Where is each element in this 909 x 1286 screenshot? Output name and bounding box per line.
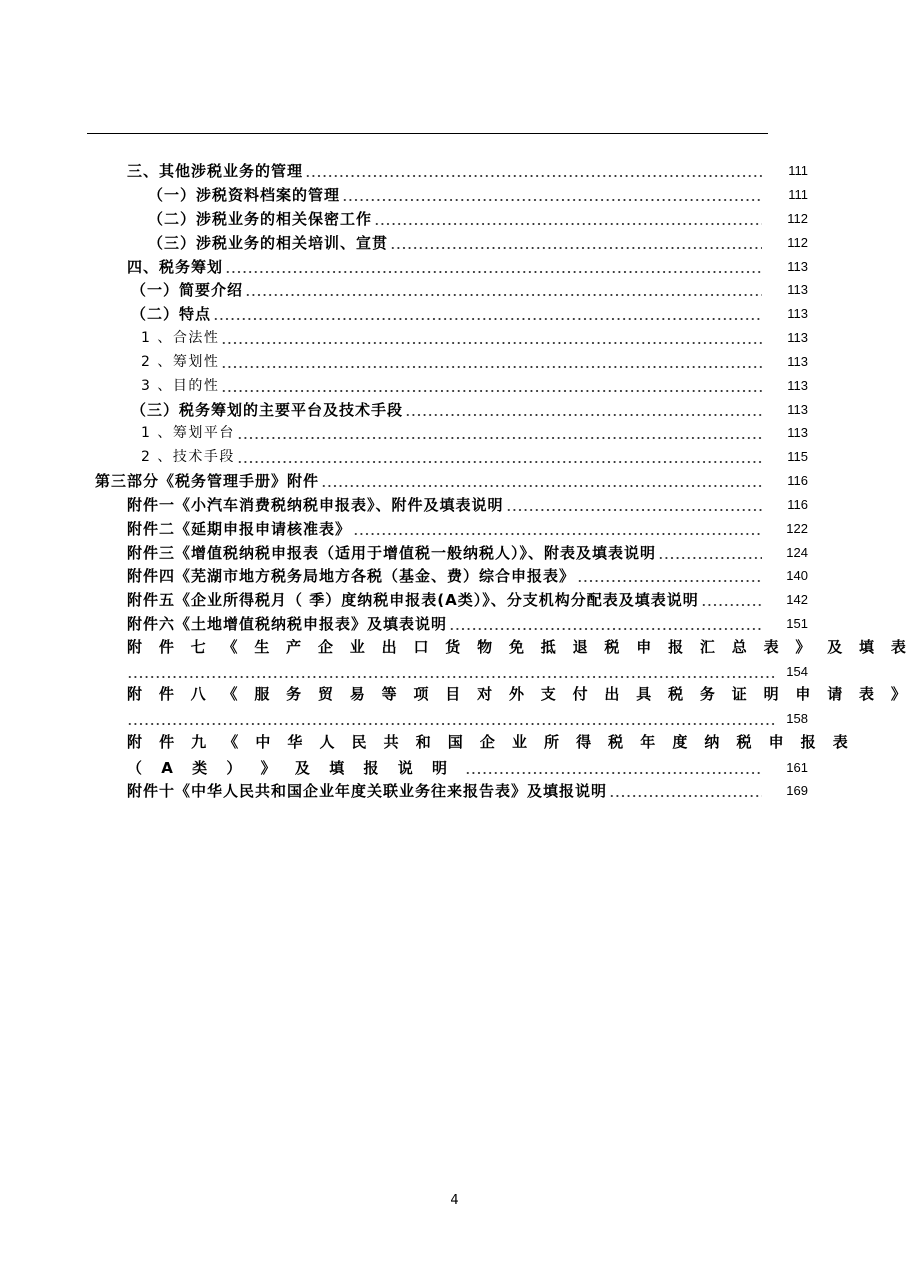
toc-entry-title: （二）特点 [131,305,212,323]
spread-char: 》 [795,638,811,656]
spread-char: 具 [636,685,652,703]
spread-char: 报 [363,759,379,777]
toc-page-number: 113 [787,259,808,274]
spread-char: 《 [223,733,239,751]
toc-entry [127,590,808,610]
spread-char: 物 [477,638,493,656]
dot-leader [701,590,762,610]
dot-leader [237,447,762,467]
toc-entry-title: 附件六《土地增值税纳税申报表》及填表说明 [127,615,448,633]
toc-page-number: 140 [786,568,808,583]
toc-entry [141,352,808,372]
toc-entry-title: （三）涉税业务的相关培训、宣贯 [148,234,389,252]
toc-entry-title: 四、税务筹划 [127,258,224,276]
toc-entry-title: 3 、目的性 [141,378,220,394]
spread-char: 年 [640,733,656,751]
spread-char: 填 [859,638,875,656]
toc-entry-title: 附件四《芜湖市地方税务局地方各税（基金、费）综合申报表》 [127,567,576,585]
spread-char: 汇 [699,638,715,656]
toc-entry [141,328,808,348]
spread-char: 退 [572,638,588,656]
spread-char: 九 [191,733,207,751]
toc-entry [127,495,808,515]
toc-page-number: 122 [786,521,808,536]
spread-char: 务 [699,685,715,703]
spread-char: 共 [383,733,399,751]
spread-char: 业 [511,733,527,751]
spread-char: 抵 [540,638,556,656]
toc-page-number: 112 [787,211,808,226]
toc-page-number: 113 [787,354,808,369]
toc-page-number: 113 [787,306,808,321]
spread-char: 免 [508,638,524,656]
toc-entry-title: （二）涉税业务的相关保密工作 [148,210,373,228]
spread-char: 生 [254,638,270,656]
toc-page-number: 113 [787,425,808,440]
spread-char: A [161,759,173,777]
spread-char: 度 [672,733,688,751]
spread-char: 出 [381,638,397,656]
toc-entry-title: 附件十《中华人民共和国企业年度关联业务往来报告表》及填报说明 [127,782,608,800]
spread-char: 等 [381,685,397,703]
dot-leader [245,280,762,300]
toc-entry [141,423,808,443]
toc-entry-line [127,662,808,682]
toc-entry [127,781,808,801]
toc-entry-line [127,758,808,778]
toc-entry [141,376,808,396]
toc-entry [95,471,808,491]
dot-leader [221,352,762,372]
spread-char: 外 [508,685,524,703]
toc-page-number: 111 [788,163,808,178]
dot-leader [390,233,762,253]
spread-char: 表 [763,638,779,656]
spread-char: 税 [608,733,624,751]
spread-char: 税 [604,638,620,656]
toc-page-number: 161 [786,760,808,775]
toc-entry-title: 1 、筹划平台 [141,425,235,441]
spread-char: 申 [636,638,652,656]
spread-char: 《 [222,685,238,703]
spread-char: 说 [397,759,413,777]
dot-leader [305,161,762,181]
dot-leader [449,614,762,634]
spread-char: （ [127,759,143,777]
toc-entry-title-continued [127,758,447,778]
dot-leader [405,400,762,420]
spread-char: 表 [859,685,875,703]
toc-entry-title: 附件五《企业所得税月（ 季）度纳税申报表(A类）》、分支机构分配表及填表说明 [127,591,699,609]
toc-page-number: 158 [786,711,808,726]
toc-entry [131,304,808,324]
dot-leader [127,709,776,729]
spread-char: 民 [351,733,367,751]
toc-entry [141,447,808,467]
spread-char: 件 [158,685,174,703]
spread-char: 所 [544,733,560,751]
spread-char: 中 [255,733,271,751]
dot-leader [237,423,762,443]
spread-char: 华 [287,733,303,751]
toc-entry [148,233,808,253]
toc-entry [127,257,808,277]
spread-char: 货 [445,638,461,656]
spread-char: 国 [447,733,463,751]
toc-entry [131,400,808,420]
dot-leader [374,209,762,229]
toc-entry-title [127,637,906,657]
toc-page-number: 113 [787,378,808,393]
toc-page-number: 113 [787,402,808,417]
dot-leader [342,185,762,205]
spread-char: 八 [190,685,206,703]
spread-char: 报 [800,733,816,751]
toc-entry [127,519,808,539]
spread-char: 和 [415,733,431,751]
spread-char: ） [226,759,242,777]
spread-char: 件 [159,733,175,751]
spread-char: 税 [736,733,752,751]
dot-leader [321,471,762,491]
spread-char: 明 [431,759,447,777]
toc-entry-title: 2 、筹划性 [141,354,220,370]
spread-char: 件 [158,638,174,656]
toc-entry-line [127,709,808,729]
toc-entry [148,185,808,205]
toc-entry [131,280,808,300]
spread-char: 七 [190,638,206,656]
header-rule [87,133,768,134]
dot-leader [658,543,762,563]
spread-char: 产 [286,638,302,656]
spread-char: 口 [413,638,429,656]
spread-char: 请 [827,685,843,703]
toc-page-number: 112 [787,235,808,250]
spread-char: 业 [349,638,365,656]
spread-char: 贸 [317,685,333,703]
toc-entry-title: 附件一《小汽车消费税纳税申报表》、附件及填表说明 [127,496,504,514]
toc-page-number: 154 [786,664,808,679]
spread-char: 税 [668,685,684,703]
toc-entry-title: 附件二《延期申报申请核准表》 [127,520,352,538]
spread-char: 《 [222,638,238,656]
dot-leader [221,376,762,396]
toc-page-number: 113 [787,282,808,297]
spread-char: 纳 [704,733,720,751]
toc-entry-title: （一）简要介绍 [131,281,244,299]
spread-char: 人 [319,733,335,751]
spread-char: 项 [413,685,429,703]
spread-char: 表 [832,733,848,751]
toc-page-number: 142 [786,592,808,607]
toc-entry-title: 三、其他涉税业务的管理 [127,162,304,180]
spread-char: 总 [731,638,747,656]
spread-char: 及 [294,759,310,777]
spread-char: 易 [349,685,365,703]
toc-entry [127,614,808,634]
spread-char: 类 [192,759,208,777]
toc-entry-title: 2 、技术手段 [141,449,235,465]
spread-char: 得 [576,733,592,751]
spread-char: 目 [445,685,461,703]
toc-entry-title: 附件三《增值税纳税申报表（适用于增值税一般纳税人）》、附表及填表说明 [127,544,657,562]
spread-char: 服 [254,685,270,703]
spread-char: 附 [127,638,143,656]
toc-entry-title: （三）税务筹划的主要平台及技术手段 [131,401,404,419]
spread-char: 务 [286,685,302,703]
spread-char: 附 [127,733,143,751]
dot-leader [506,495,762,515]
toc-entry-title: 第三部分《税务管理手册》附件 [95,472,320,490]
toc-page-number: 113 [787,330,808,345]
spread-char: 填 [329,759,345,777]
toc-entry-title: 1 、合法性 [141,330,220,346]
dot-leader [221,328,762,348]
toc-page-number: 116 [787,473,808,488]
toc-page-number: 115 [787,449,808,464]
toc-entry-line [127,732,848,752]
spread-char: 报 [668,638,684,656]
spread-char: 企 [317,638,333,656]
toc-entry-title [127,732,848,752]
toc-entry [127,161,808,181]
spread-char: 明 [763,685,779,703]
spread-char: 申 [795,685,811,703]
dot-leader [225,257,762,277]
toc-entry [148,209,808,229]
spread-char: 》 [260,759,276,777]
toc-entry [127,566,808,586]
dot-leader [465,758,762,778]
spread-char: 申 [768,733,784,751]
spread-char: 表 [890,638,906,656]
toc-entry-title: （一）涉税资料档案的管理 [148,186,341,204]
toc-entry-line [127,637,906,657]
spread-char: 附 [127,685,143,703]
dot-leader [577,566,762,586]
toc-page-number: 124 [786,545,808,560]
spread-char: 及 [827,638,843,656]
spread-char: 证 [731,685,747,703]
toc-page-number: 151 [786,616,808,631]
spread-char: 支 [540,685,556,703]
dot-leader [127,662,776,682]
dot-leader [353,519,762,539]
spread-char: 付 [572,685,588,703]
page-number: 4 [450,1193,459,1208]
dot-leader [213,304,762,324]
dot-leader [609,781,762,801]
spread-char: 出 [604,685,620,703]
spread-char: 企 [479,733,495,751]
toc-entry [127,543,808,563]
spread-char: 对 [477,685,493,703]
toc-page-number: 111 [788,187,808,202]
toc-page-number: 169 [786,783,808,798]
toc-page-number: 116 [787,497,808,512]
toc-entry-title [127,684,906,704]
spread-char: 》 [890,685,906,703]
toc-entry-line [127,684,906,704]
